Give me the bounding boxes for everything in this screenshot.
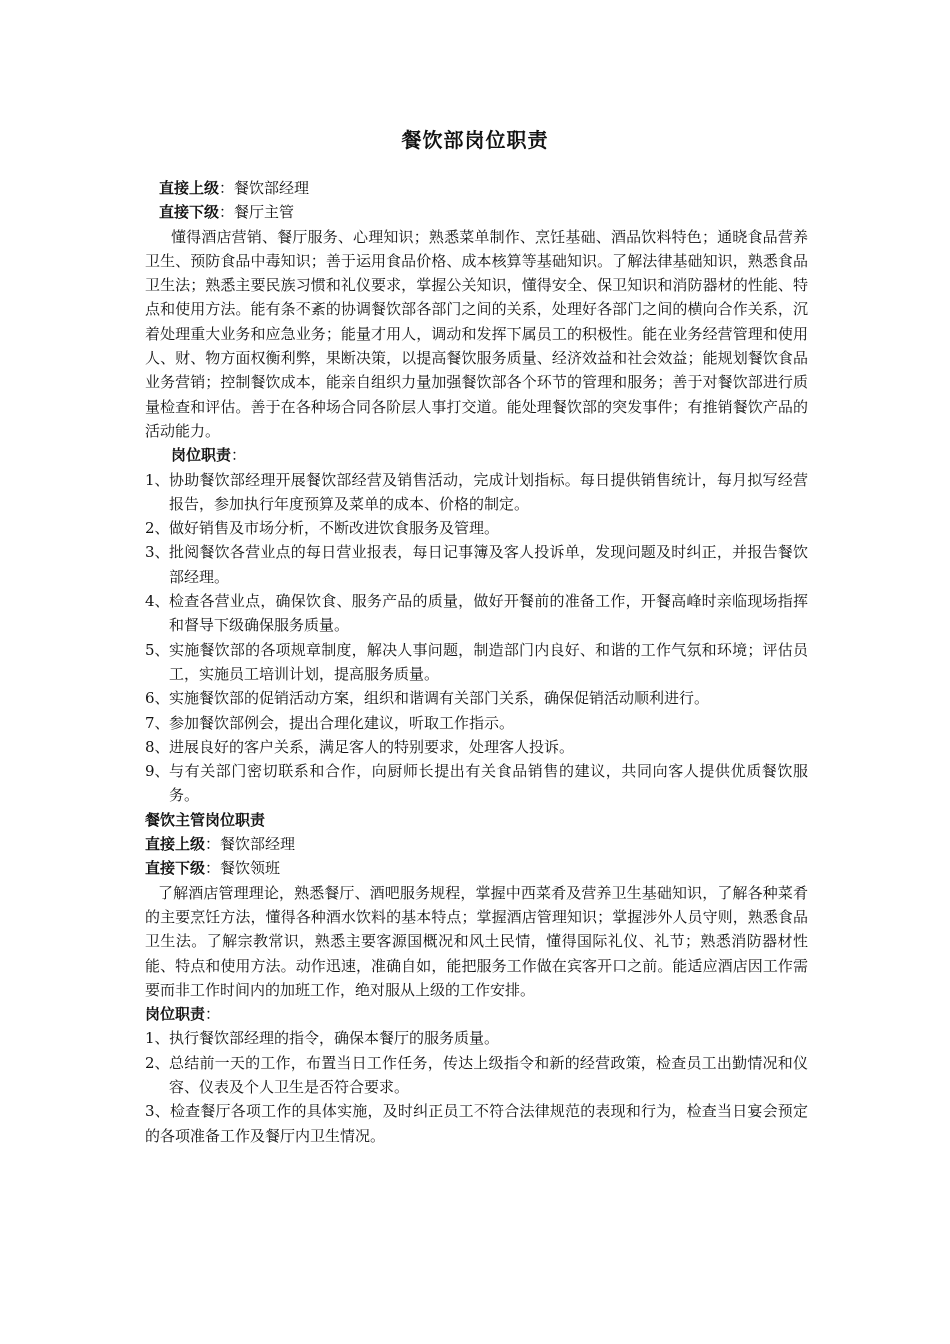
item-text: 与有关部门密切联系和合作，向厨师长提出有关食品销售的建议，共同向客人提供优质餐饮服务。 <box>169 762 808 805</box>
item-number: 8、 <box>145 737 170 756</box>
item-text: 参加餐饮部例会，提出合理化建议，听取工作指示。 <box>169 713 515 732</box>
document-body <box>145 176 808 1148</box>
item-text: 协助餐饮部经理开展餐饮部经营及销售活动，完成计划指标。每日提供销售统计，每月拟写经营报告，参加执行年度预算及菜单的成本、价格的制定。 <box>169 470 808 513</box>
item-text: 检查各营业点，确保饮食、服务产品的质量，做好开餐前的准备工作，开餐高峰时亲临现场指挥和督导下级确保服务质量。 <box>169 592 808 635</box>
direct-subordinate-value: 餐厅主管 <box>234 203 295 222</box>
supervisor-superior-label: 直接上级 <box>145 835 206 854</box>
list-item <box>145 589 808 638</box>
list-item <box>145 1099 808 1148</box>
qualification-paragraph: 懂得酒店营销、餐厅服务、心理知识；熟悉菜单制作、烹饪基础、酒品饮料特色；通晓食品营养卫生、预防食品中毒知识；善于运用食品价格、成本核算等基础知识。了解法律基础知识，熟悉食品卫生法；熟悉主要民族习惯和礼仪要求，掌握公关知识，懂得安全、保卫知识和消防器材的性能、特点和使用方法。能有条不紊的协调餐饮部各部门之间的关系，处理好各部门之间的横向合作关系，沉着处理重大业务和应急业务；能量才用人，调动和发挥下属员工的积极性。能在业务经营管理和使用人、财、物方面权衡利弊，果断决策，以提高餐饮服务质量、经济效益和社会效益；能规划餐饮食品业务营销；控制餐饮成本，能亲自组织力量加强餐饮部各个环节的管理和服务；善于对餐饮部进行质量检查和评估。善于在各种场合同各阶层人事打交道。能处理餐饮部的突发事件；有推销餐饮产品的活动能力。 <box>145 227 808 440</box>
item-number: 9、 <box>145 762 170 781</box>
item-text: 执行餐饮部经理的指令，确保本餐厅的服务质量。 <box>169 1029 500 1048</box>
item-number: 3、 <box>145 1102 170 1121</box>
item-text: 批阅餐饮各营业点的每日营业报表，每日记事簿及客人投诉单，发现问题及时纠正，并报告餐饮部经理。 <box>169 543 808 586</box>
list-item <box>145 1026 808 1050</box>
item-number: 6、 <box>145 689 170 708</box>
item-text: 进展良好的客户关系，满足客人的特别要求，处理客人投诉。 <box>169 737 575 756</box>
direct-superior-line: 直接上级：餐饮部经理 <box>159 179 310 197</box>
duties-heading: 岗位职责 <box>171 446 232 465</box>
duties-heading-line: 岗位职责： <box>171 446 247 465</box>
item-number: 1、 <box>145 470 170 489</box>
direct-superior-label: 直接上级 <box>159 179 220 197</box>
list-item <box>145 686 808 710</box>
supervisor-duties-list <box>145 1026 808 1147</box>
list-item <box>145 711 808 735</box>
list-item <box>145 759 808 808</box>
direct-subordinate-label: 直接下级 <box>159 203 220 222</box>
supervisor-superior-line: 直接上级：餐饮部经理 <box>145 835 296 854</box>
item-text: 做好销售及市场分析，不断改进饮食服务及管理。 <box>169 519 500 538</box>
supervisor-duties-heading-line: 岗位职责： <box>145 1005 221 1024</box>
list-item <box>145 638 808 687</box>
page-title: 餐饮部岗位职责 <box>401 128 549 152</box>
supervisor-duties-heading: 岗位职责 <box>145 1005 206 1024</box>
item-number: 3、 <box>145 543 170 562</box>
item-number: 5、 <box>145 640 170 659</box>
list-item <box>145 516 808 540</box>
supervisor-subordinate-value: 餐饮领班 <box>220 859 281 878</box>
duties-list <box>145 468 808 808</box>
item-text: 总结前一天的工作，布置当日工作任务，传达上级指令和新的经营政策，检查员工出勤情况和仪容、仪表及个人卫生是否符合要求。 <box>169 1053 808 1096</box>
list-item <box>145 468 808 517</box>
supervisor-subordinate-label: 直接下级 <box>145 859 206 878</box>
supervisor-superior-value: 餐饮部经理 <box>220 835 296 854</box>
list-item <box>145 540 808 589</box>
supervisor-subordinate-line: 直接下级：餐饮领班 <box>145 859 281 878</box>
item-number: 2、 <box>145 519 170 538</box>
item-text: 实施餐饮部的各项规章制度，解决人事问题，制造部门内良好、和谐的工作气氛和环境；评估员工，实施员工培训计划，提高服务质量。 <box>169 640 808 683</box>
list-item <box>145 735 808 759</box>
list-item <box>145 1051 808 1100</box>
item-number: 7、 <box>145 713 170 732</box>
item-text: 实施餐饮部的促销活动方案，组织和谐调有关部门关系，确保促销活动顺利进行。 <box>169 689 710 708</box>
direct-superior-value: 餐饮部经理 <box>234 179 310 197</box>
supervisor-qualification-paragraph: 了解酒店管理理论，熟悉餐厅、酒吧服务规程，掌握中西菜肴及营养卫生基础知识，了解各种菜肴的主要烹饪方法，懂得各种酒水饮料的基本特点；掌握酒店管理知识；掌握涉外人员守则，熟悉食品卫生法。了解宗教常识，熟悉主要客源国概况和风土民情，懂得国际礼仪、礼节；熟悉消防器材性能、特点和使用方法。动作迅速，准确自如，能把服务工作做在宾客开口之前。能适应酒店因工作需要而非工作时间内的加班工作，绝对服从上级的工作安排。 <box>145 883 808 999</box>
direct-subordinate-line: 直接下级：餐厅主管 <box>159 203 295 222</box>
item-number: 4、 <box>145 592 170 611</box>
item-number: 2、 <box>145 1053 170 1072</box>
item-number: 1、 <box>145 1029 170 1048</box>
item-text: 检查餐厅各项工作的具体实施，及时纠正员工不符合法律规范的表现和行为，检查当日宴会预定的各项准备工作及餐厅内卫生情况。 <box>145 1102 808 1145</box>
supervisor-section-heading: 餐饮主管岗位职责 <box>145 810 266 829</box>
